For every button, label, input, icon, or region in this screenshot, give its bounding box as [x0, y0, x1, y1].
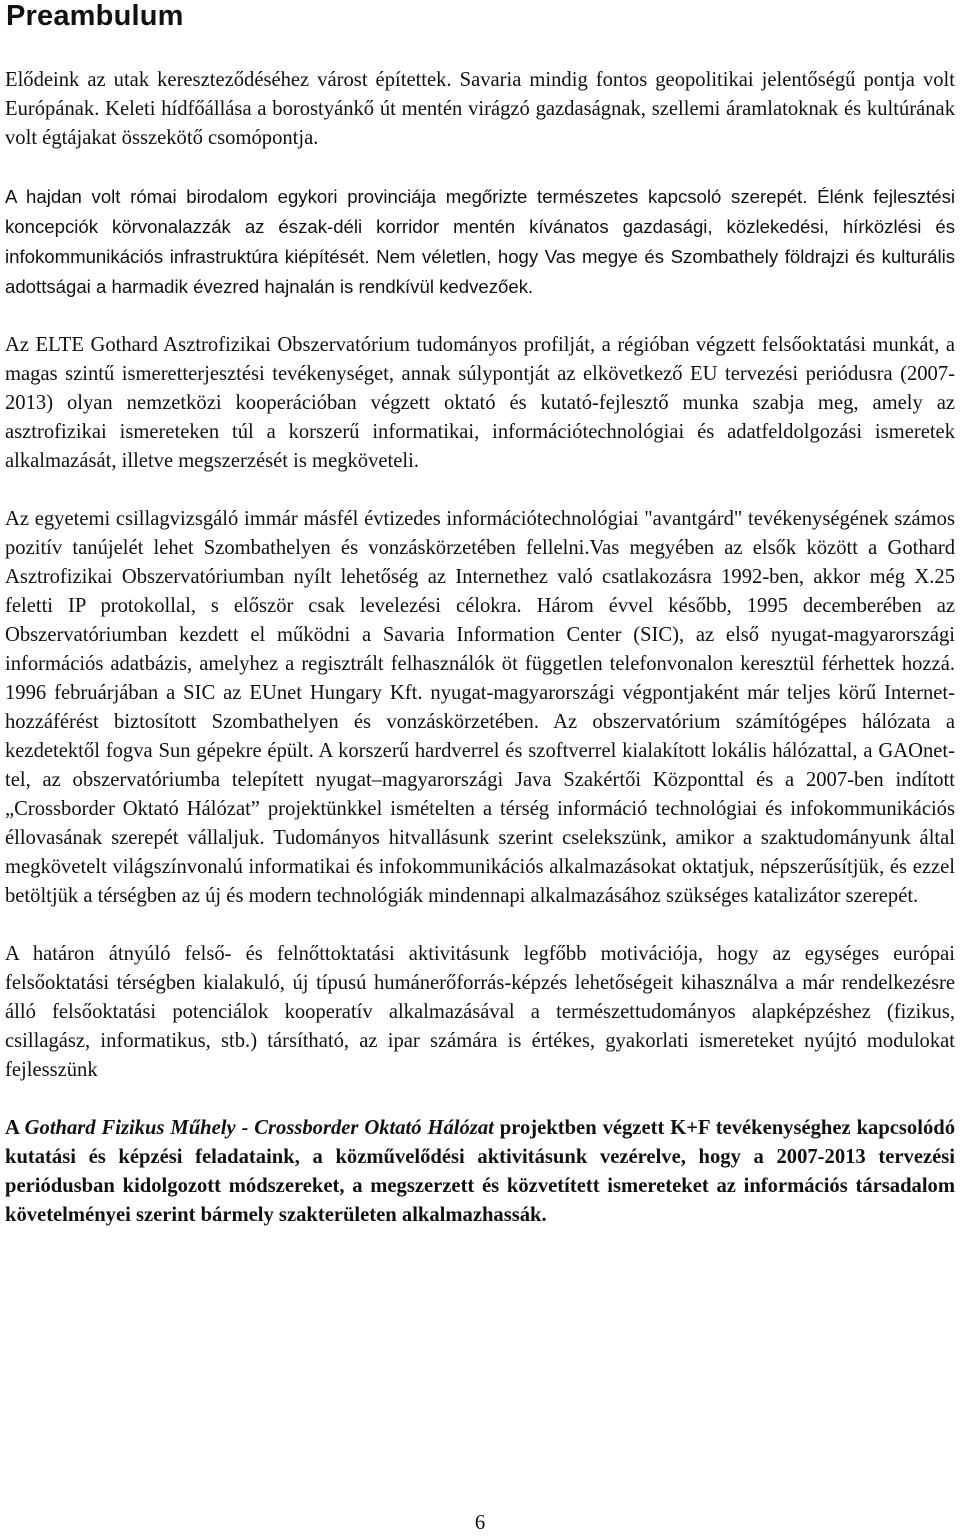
- paragraph-6: [5, 1114, 955, 1230]
- paragraph-3: Az ELTE Gothard Asztrofizikai Obszervatórium tudományos profilját, a régióban végzett felsőoktatási munkát, a magas szintű ismeretterjesztési tevékenységet, annak súlypontját az elkövetkező EU tervezési periódusra (2007-2013) olyan nemzetközi kooperációban végzett oktató és kutató-fejlesztő munka szabja meg, amely az asztrofizikai ismereteken túl a korszerű informatikai, információtechnológiai és adatfeldolgozási ismeretek alkalmazását, illetve megszerzését is megköveteli.: [5, 334, 955, 472]
- document-body: [5, 66, 955, 1259]
- paragraph-5: A határon átnyúló felső- és felnőttoktatási aktivitásunk legfőbb motivációja, hogy az egységes európai felsőoktatási térségben kialakuló, új típusú humánerőforrás-képzés lehetőségeit kihasználva a már rendelkezésre álló felsőoktatási potenciálok kooperatív alkalmazásával a természettudományos alapképzéshez (fizikus, csillagász, informatikus, stb.) társítható, az ipar számára is értékes, gyakorlati ismereteket nyújtó modulokat fejlesszünk: [5, 943, 955, 1081]
- paragraph-2-sans-text: A hajdan volt római birodalom egykori provinciája megőrizte természetes kapcsoló szerepét. Élénk fejlesztési koncepciók körvonalazzák az észak-déli korridor mentén kívánatos gazdasági, közlekedési, hírközlési és infokommunikációs infrastruktúra kiépítését. Nem véletlen, hogy Vas megye és Szombathely földrajzi és kulturális adottságai a harmadik évezred hajnalán is rendkívül kedvezőek.: [5, 186, 955, 297]
- paragraph-4: Az egyetemi csillagvizsgáló immár másfél évtizedes információtechnológiai "avantgárd" tevékenységének számos pozitív tanújelét lehet Szombathelyen és vonzáskörzetében fellelni.Vas megyében az elsők között a Gothard Asztrofizikai Obszervatóriumban nyílt lehetőség az Internethez való csatlakozásra 1992-ben, akkor még X.25 feletti IP protokollal, s először csak levelezési célokra. Három évvel később, 1995 decemberében az Obszervatóriumban kezdett el működni a Savaria Information Center (SIC), az első nyugat-magyarországi információs adatbázis, amelyhez a regisztrált felhasználók öt független telefonvonalon keresztül férhettek hozzá. 1996 februárjában a SIC az EUnet Hungary Kft. nyugat-magyarországi végpontjaként már teljes körű Internet-hozzáférést biztosított Szombathelyen és vonzáskörzetében. Az obszervatórium számítógépes hálózata a kezdetektől fogva Sun gépekre épült. A korszerű hardverrel és szoftverrel kialakított lokális hálózattal, a GAOnet-tel, az obszervatóriumba telepített nyugat–magyarországi Java Szakértői Központtal és a 2007-ben indított „Crossborder Oktató Hálózat” projektünkkel ismételten a térség információ technológiai és infokommunikációs éllovasának szerepét vállaljuk. Tudományos hitvallásunk szerint cselekszünk, amikor a szaktudományunk által megkövetelt világszínvonalú informatikai és infokommunikációs alkalmazásokat oktatjuk, népszerűsítjük, és ezzel betöltjük a térségben az új és modern technológiák mindennapi alkalmazásához szükséges katalizátor szerepét.: [5, 508, 955, 907]
- paragraph-6-prefix: A: [5, 1117, 25, 1139]
- paragraph-1: Elődeink az utak kereszteződéséhez várost építettek. Savaria mindig fontos geopolitikai jelentőségű pontja volt Európának. Keleti hídfőállása a borostyánkő út mentén virágzó gazdaságnak, szellemi áramlatoknak és kultúrának volt égtájakat összekötő csomópontja.: [5, 69, 955, 149]
- page-title: Preambulum: [6, 0, 184, 32]
- project-name: Gothard Fizikus Műhely - Crossborder Oktató Hálózat: [24, 1117, 494, 1139]
- paragraph-6-suffix: projektben végzett K+F tevékenységhez kapcsolódó kutatási és képzési feladataink, a közművelődési aktivitásunk vezérelve, hogy a 2007-2013 tervezési periódusban kidolgozott módszereket, a megszerzett és közvetített ismereteket az információs társadalom követelményei szerint bármely szakterületen alkalmazhassák.: [5, 1117, 955, 1226]
- paragraph-2: [5, 182, 955, 302]
- page-number: 6: [474, 1512, 486, 1534]
